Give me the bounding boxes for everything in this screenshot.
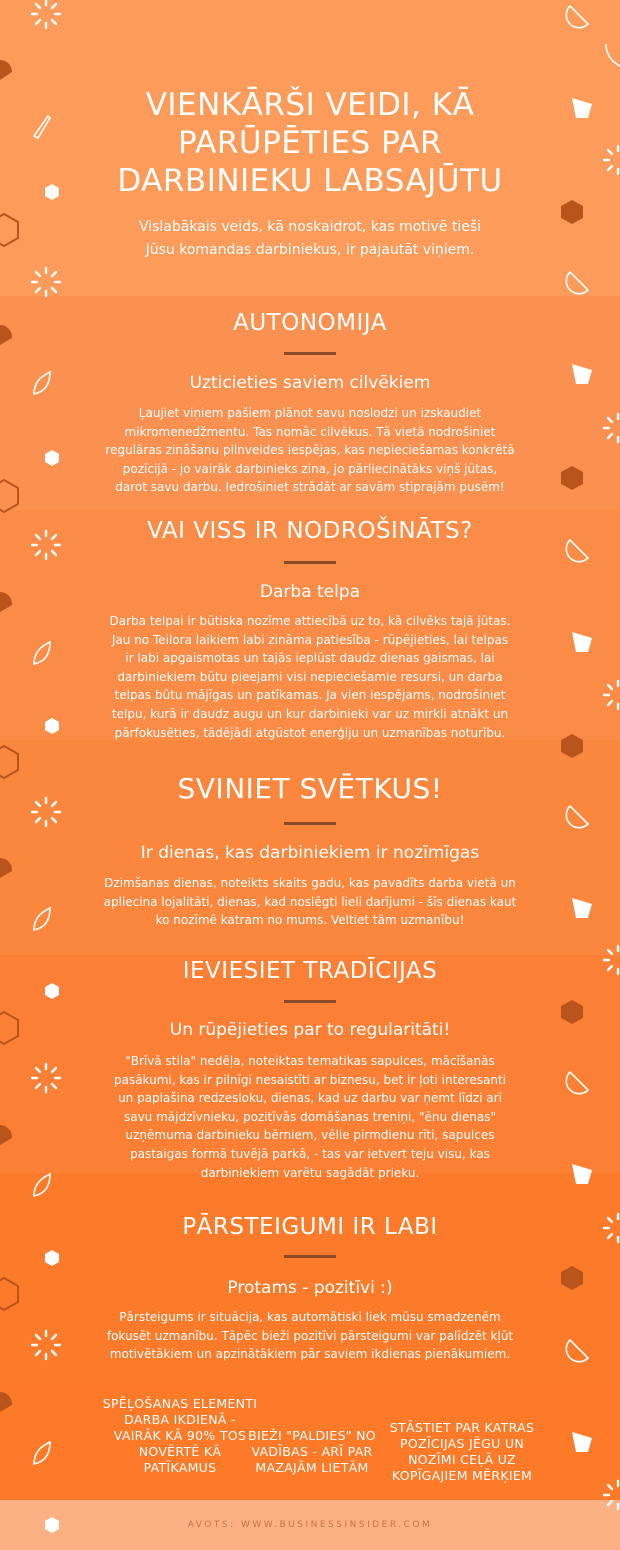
body-line: telpas būtu mājīgas un patīkamas. Ja vien iespējams, nodrošiniet (114, 688, 506, 703)
section-body (0, 1308, 620, 1364)
section-subheading: Darba telpa (259, 582, 361, 602)
fact-line: POZĪCIJAS JĒGU UN (400, 1436, 524, 1451)
fact-line: VAIRĀK KĀ 90% TOS (113, 1428, 247, 1443)
body-line: telpu, kurā ir daudz augu un kur darbinieki var uz mirkli atnākt un (111, 706, 509, 721)
section-subheading: Un rūpējieties par to regularitāti! (169, 1020, 451, 1040)
body-line: pasākumi, kas ir pilnīgi nesaistīti ar biznesu, bet ir ļoti interesanti (113, 1072, 506, 1087)
body-line: Jau no Teilora laikiem labi zināma patiesība - rūpējieties, lai telpas (111, 632, 509, 647)
fact-line: KOPĪGAJIEM MĒRĶIEM (391, 1468, 533, 1483)
body-line: motivētākiem un apzinātākiem pār saviem ikdienas pienākumiem. (109, 1347, 511, 1362)
body-line: regulāras zināšanu pilnveides iespējas, kas nepieciešamas konkrētā (105, 443, 515, 458)
heading-divider (284, 1255, 336, 1258)
body-line: Dzimšanas dienas, noteikts skaits gadu, kas pavadīts darba vietā un (104, 876, 516, 890)
body-line: darbiniekiem varētu sagādāt prieku. (200, 1165, 420, 1180)
body-line: pastaigas formā tuvējā parkā, - tas var ietvert teju visu, kas (130, 1146, 490, 1161)
fact-item (382, 1420, 542, 1484)
body-line: ko nozīmē katram no mums. Veltiet tām uzmanību! (155, 913, 465, 928)
body-line: "Brīvā stila" nedēļa, noteiktas tematikas sapulces, mācīšanās (125, 1054, 495, 1068)
intro-line: Jūsu komandas darbiniekus, ir pajautāt viņiem. (145, 242, 475, 258)
section-subheading: Protams - pozitīvi :) (227, 1278, 393, 1298)
section-heading: IEVIESIET TRADĪCIJAS (182, 958, 438, 984)
body-line: mikromenedžmentu. Tas nomāc cilvēkus. Tā vietā nodrošiniet (124, 424, 496, 439)
heading-divider (284, 1000, 336, 1003)
body-line: darbiniekiem būtu pieejami visi nepieciešamie resursi, un darba (117, 669, 503, 684)
body-line: darot savu darbu. Iedrošiniet strādāt ar savām stiprajām pusēm! (115, 480, 505, 495)
fact-line: PATĪKAMUS (143, 1460, 217, 1475)
heading-divider (284, 822, 336, 825)
section-heading: AUTONOMIJA (233, 310, 387, 336)
fact-line: BIEŽI "PALDIES" NO (248, 1428, 376, 1443)
fact-line: DARBA IKDIENĀ - (124, 1412, 236, 1427)
section-subheading: Uzticieties saviem cilvēkiem (189, 373, 431, 393)
body-line: savu mājdzīvnieku, pozitīvās domāšanas treniņi, "ēnu dienas" (123, 1109, 497, 1124)
section-body (0, 612, 620, 742)
body-line: pozīcijā - jo vairāk darbinieks zina, jo pārliecinātāks viņš jūtas, (122, 461, 498, 476)
body-line: apliecina lojalitāti, dienas, kad noslēgti lieli darījumi - šīs dienas kaut (103, 894, 517, 909)
fact-line: VADĪBAS - ARĪ PAR (251, 1444, 373, 1459)
body-line: Ļaujiet viņiem pašiem plānot savu noslodzi un izskaudiet (138, 406, 482, 420)
section-heading: PĀRSTEIGUMI IR LABI (182, 1214, 438, 1240)
section-subheading: Ir dienas, kas darbiniekiem ir nozīmīgas (140, 843, 480, 863)
body-line: ir labi apgaismotas un tajās ieplūst daudz dienas gaismas, lai (125, 651, 495, 666)
fact-line: SPĒĻOŠANAS ELEMENTI (102, 1396, 258, 1411)
intro-text (0, 216, 620, 262)
fact-line: MAZAJĀM LIETĀM (255, 1460, 369, 1475)
body-line: fokusēt uzmanību. Tāpēc bieži pozitīvi pārsteigumi var palīdzēt kļūt (106, 1328, 514, 1343)
section-body (0, 404, 620, 497)
page-title (0, 86, 620, 200)
body-line: Darba telpai ir būtiska nozīme attiecībā uz to, kā cilvēks tajā jūtas. (109, 614, 511, 628)
intro-line: Vislabākais veids, kā noskaidrot, kas motivē tieši (138, 219, 482, 235)
fact-item (244, 1428, 380, 1476)
fact-item (100, 1396, 260, 1476)
fact-line: NOVĒRTĒ KĀ (138, 1444, 222, 1459)
section-heading: VAI VISS IR NODROŠINĀTS? (147, 518, 473, 544)
fact-line: NOZĪMI CEĻĀ UZ (408, 1452, 516, 1467)
fact-line: STĀSTIET PAR KATRAS (389, 1420, 535, 1435)
title-line: DARBINIEKU LABSAJŪTU (117, 163, 503, 199)
heading-divider (284, 352, 336, 355)
body-line: Pārsteigums ir situācija, kas automātiski liek mūsu smadzenēm (119, 1310, 501, 1324)
title-line: VIENKĀRŠI VEIDI, KĀ (145, 87, 475, 123)
body-line: uzņēmuma darbinieku bērniem, vēlie pirmdienu rīti, sapulces (125, 1128, 495, 1143)
source-footer: AVOTS: WWW.BUSINESSINSIDER.COM (187, 1520, 433, 1530)
section-heading: SVINIET SVĒTKUS! (177, 772, 443, 805)
section-body (0, 1052, 620, 1182)
body-line: pārfokusēties, tādējādi atgūstot enerģiju un uzmanības noturību. (114, 725, 506, 740)
title-line: PARŪPĒTIES PAR (177, 125, 443, 161)
section-body (0, 874, 620, 930)
body-line: un paplašina redzesloku, dienas, kad uz darbu var ņemt līdzi arī (118, 1091, 502, 1106)
heading-divider (284, 561, 336, 564)
